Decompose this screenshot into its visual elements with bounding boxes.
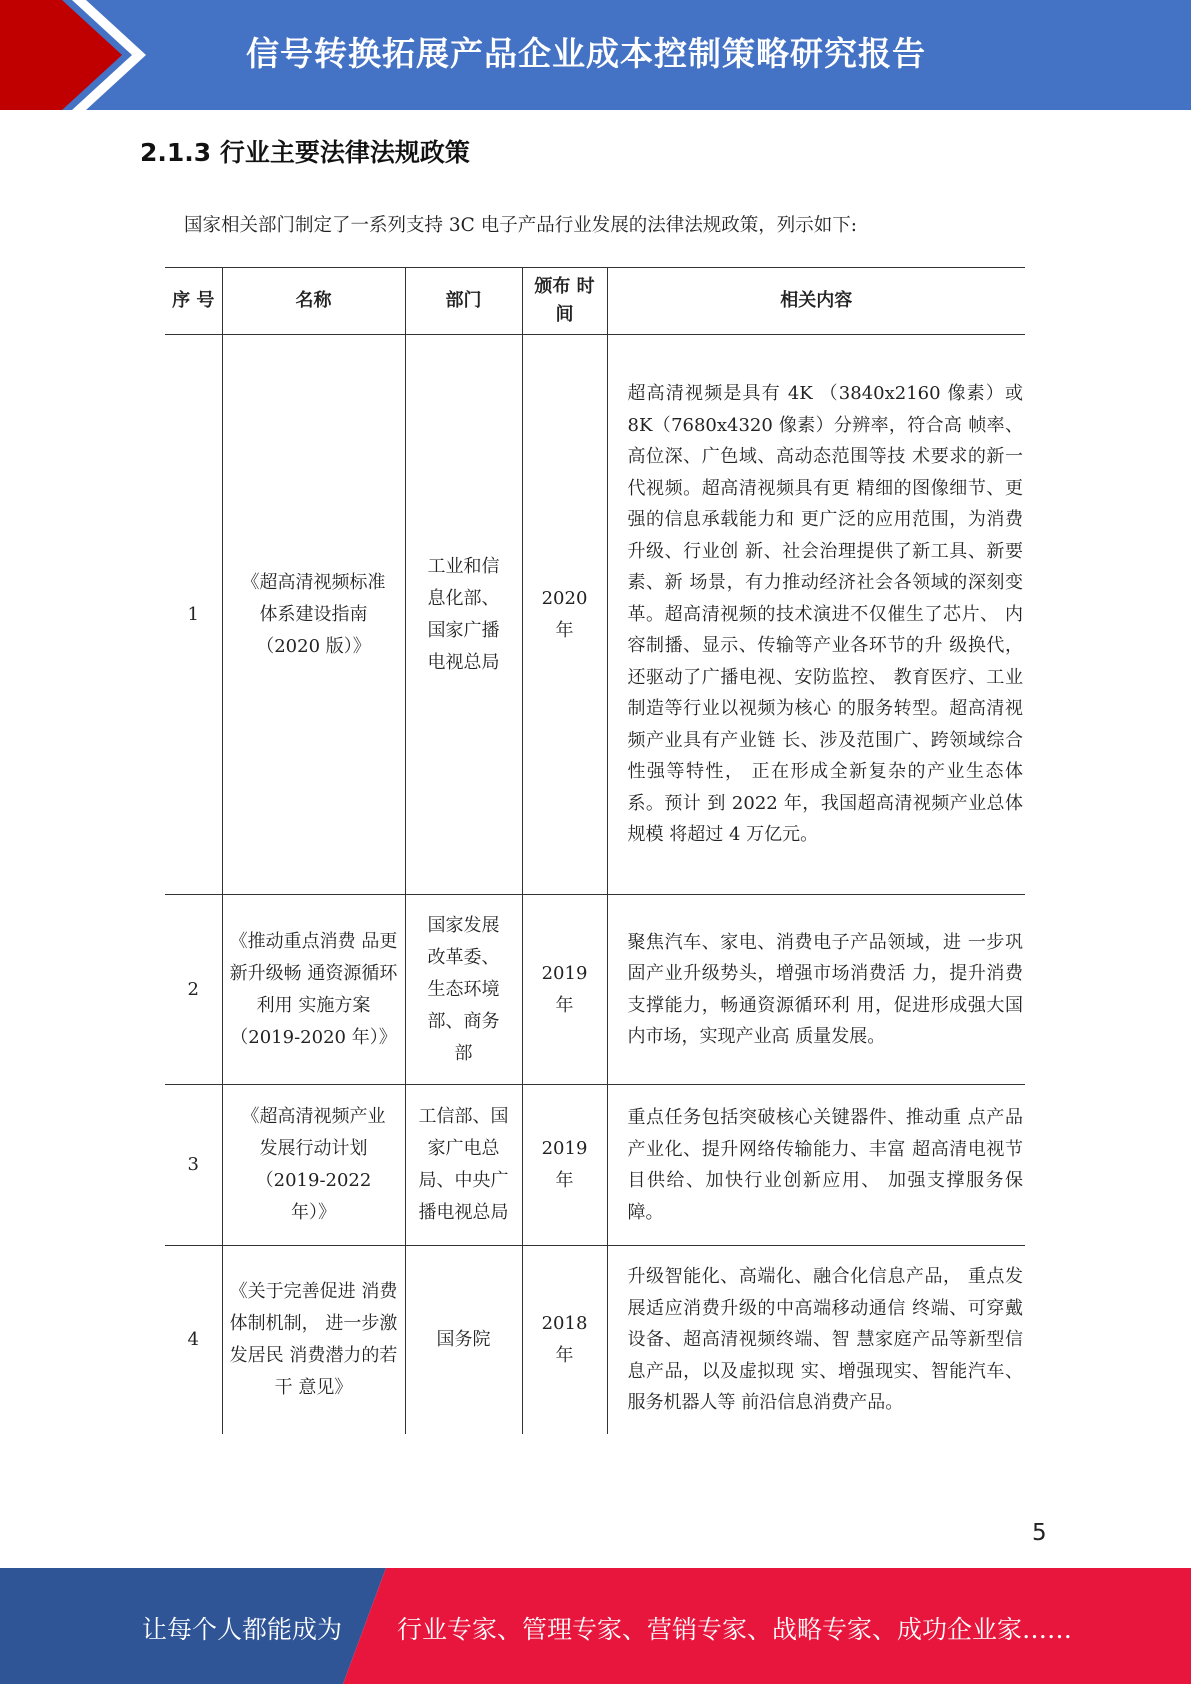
page-footer xyxy=(0,1568,1191,1684)
report-title: 信号转换拓展产品企业成本控制策略研究报告 xyxy=(246,34,926,73)
cell-name: 《超高清视频产业发展行动计划（2019-2022 年）》 xyxy=(222,1085,405,1246)
cell-dept: 工业和信息化部、国家广播电视总局 xyxy=(405,335,522,895)
header-dept: 部门 xyxy=(405,268,522,335)
cell-no: 1 xyxy=(165,335,222,895)
header-red-arrow-decoration xyxy=(0,0,160,110)
cell-no: 4 xyxy=(187,1328,199,1350)
table-row xyxy=(165,1246,1025,1434)
cell-dept: 国家发展改革委、生态环境部、商务部 xyxy=(405,895,522,1085)
cell-name: 《关于完善促进 消费体制机制， 进一步激发居民 消费潜力的若干 意见》 xyxy=(222,1246,405,1434)
footer-slogan-left: 让每个人都能成为 xyxy=(142,1615,343,1644)
section-heading: 2.1.3 行业主要法律法规政策 xyxy=(140,138,470,167)
intro-paragraph: 国家相关部门制定了一系列支持 3C 电子产品行业发展的法律法规政策，列示如下: xyxy=(184,215,857,236)
cell-content: 升级智能化、高端化、融合化信息产品， 重点发展适应消费升级的中高端移动通信 终端、可穿戴设备、超高清视频终端、智 慧家庭产品等新型信息产品，以及虚拟现 实、增强现实、智能汽车、服务机器人等 前沿信息消费产品。 xyxy=(607,1246,1025,1434)
cell-name: 《超高清视频标准体系建设指南（2020 版）》 xyxy=(222,335,405,895)
header-name: 名称 xyxy=(222,268,405,335)
policy-table xyxy=(165,267,1025,1434)
page-header xyxy=(0,0,1191,110)
cell-year: 2018 年 xyxy=(522,1246,607,1434)
header-year: 颁布 时间 xyxy=(522,268,607,335)
header-content: 相关内容 xyxy=(607,268,1025,335)
cell-dept: 国务院 xyxy=(405,1246,522,1434)
footer-slogan-right: 行业专家、管理专家、营销专家、战略专家、成功企业家…… xyxy=(397,1615,1073,1644)
cell-no: 2 xyxy=(165,895,222,1085)
table-row xyxy=(165,1085,1025,1246)
cell-content: 聚焦汽车、家电、消费电子产品领域，进 一步巩固产业升级势头，增强市场消费活 力，提升消费支撑能力，畅通资源循环利 用，促进形成强大国内市场，实现产业高 质量发展。 xyxy=(607,895,1025,1085)
cell-year: 2019 年 xyxy=(522,895,607,1085)
table-row xyxy=(165,335,1025,895)
cell-content: 超高清视频是具有 4K （3840x2160 像素）或 8K（7680x4320 像素）分辨率，符合高 帧率、高位深、广色域、高动态范围等技 术要求的新一代视频。超高清视频具有更 精细的图像细节、更强的信息承载能力和 更广泛的应用范围，为消费升级、行业创 新、社会治理提供了新工具、新要素、新 场景，有力推动经济社会各领域的深刻变 革。超高清视频的技术演进不仅催生了芯片、 内容制播、显示、传输等产业各环节的升 级换代，还驱动了广播电视、安防监控、 教育医疗、工业制造等行业以视频为核心 的服务转型。超高清视频产业具有产业链 长、涉及范围广、跨领域综合性强等特性， 正在形成全新复杂的产业生态体系。预计 到 2022 年，我国超高清视频产业总体规模 将超过 4 万亿元。 xyxy=(607,335,1025,895)
cell-content: 重点任务包括突破核心关键器件、推动重 点产品产业化、提升网络传输能力、丰富 超高清电视节目供给、加快行业创新应用、 加强支撑服务保障。 xyxy=(607,1085,1025,1246)
cell-year: 2019 年 xyxy=(522,1085,607,1246)
cell-dept: 工信部、国家广电总局、中央广播电视总局 xyxy=(405,1085,522,1246)
table-header-row xyxy=(165,268,1025,335)
header-no: 序 号 xyxy=(165,268,222,335)
cell-no: 3 xyxy=(165,1085,222,1246)
table-row xyxy=(165,895,1025,1085)
cell-year: 2020 年 xyxy=(522,335,607,895)
page-number: 5 xyxy=(1032,1520,1047,1546)
cell-name: 《推动重点消费 品更新升级畅 通资源循环利用 实施方案（2019-2020 年）》 xyxy=(222,895,405,1085)
